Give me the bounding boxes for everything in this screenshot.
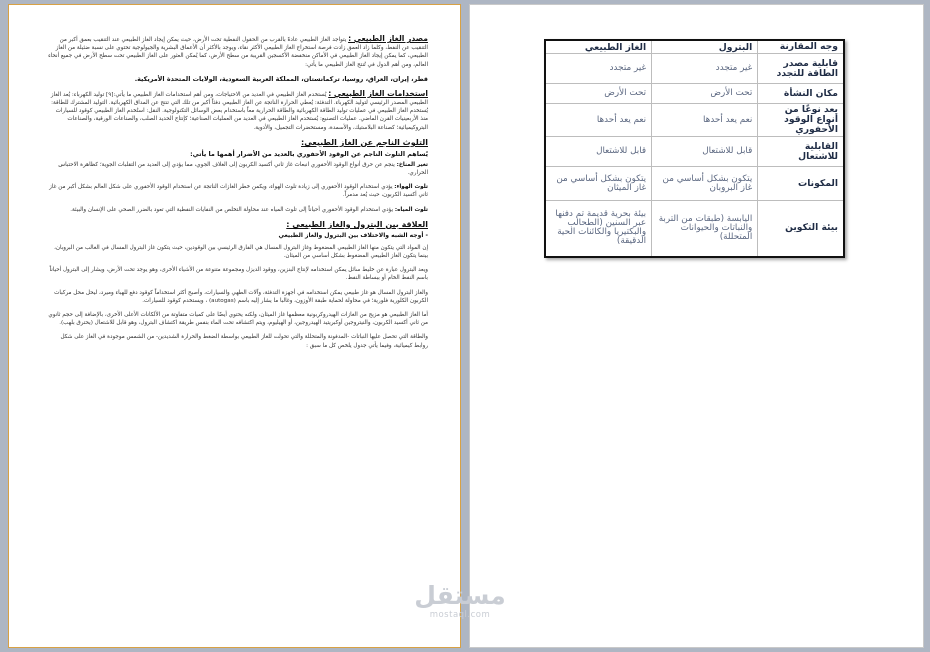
table-row: [545, 104, 844, 137]
air-pollution-label: تلوث الهواء:: [394, 184, 428, 191]
table-row: [545, 54, 844, 84]
pollution-heading: التلوث الناجم عن الغاز الطبيعي:: [301, 137, 428, 147]
row-petroleum: قابل للاشتعال: [652, 137, 758, 167]
row-petroleum: اليابسة (طبقات من التربة والنباتات والحيوانات المتحللة): [652, 201, 758, 257]
climate-change-label: تغير المناخ:: [396, 161, 428, 168]
producing-countries: قطر، إيران، العراق، روسيا، تركمانستان، المملكة العربية السعودية، الولايات المتحدة الأمريكية.: [134, 74, 428, 83]
water-pollution-text: يؤدي استخدام الوقود الأحفوري أحياناً إلى تلوث المياه عند محاولة التخلص من النفايات النفطية التي تعود بالضرر الصحي على الإنسان والبيئة.: [70, 206, 395, 213]
row-gas: بيئة بحرية قديمة تم دفنها عبر السنين (الطحالب والبكتيريا والكائنات الحية الدقيقة): [545, 201, 652, 257]
document-page-left: [8, 4, 461, 648]
row-criterion: يعد نوعًا من أنواع الوقود الأحفوري: [758, 104, 844, 137]
watermark-logo-text: مستقل: [414, 581, 506, 610]
row-petroleum: غير متجدد: [652, 54, 758, 84]
row-criterion: مكان النشأة: [758, 84, 844, 104]
row-gas: نعم يعد أحدها: [545, 104, 652, 137]
relation-paragraph-3: والغاز البترول المسال هو غاز طبيعي يمكن استخدامه في أجهزة التدفئة، وآلات الطهي والسيارات، وأصبح أكثر استخداماً كوقود دفع للهباء وميرد، ليحل محل مركبات الكربون الكلورية فلورية؛ في محاولة لحماية طبقة الأوزون، وغالبا ما يشار إليه باسم (autogas) ، ويستخدم كوقود للسيارات.: [54, 289, 428, 304]
table-row: [545, 201, 844, 257]
watermark-url: mostaql.com: [429, 610, 491, 620]
pollution-intro: يُساهم التلوث الناجم عن الوقود الأحفوري بالعديد من الأضرار أهمها ما يأتي:: [190, 149, 428, 158]
gas-source-heading: مصدر الغاز الطبيعي :: [348, 34, 428, 43]
row-gas: غير متجدد: [545, 54, 652, 84]
gas-uses-paragraph: [47, 90, 428, 132]
table-row: [545, 167, 844, 201]
relation-heading: العلاقة بين البترول والغاز الطبيعي :: [286, 219, 428, 229]
relation-paragraph-5: والطاقة التي تحصل عليها النباتات -المدفونة والمتحللة والتي تحولت للغاز الطبيعي بواسطة الضغط والحرارة الشديدين- من الشمس موجودة في الغاز على شكل روابط كيميائية، وفيما يأتي جدول يلخص كل ما سبق :: [60, 334, 428, 349]
header-criterion: وجه المقارنة: [758, 40, 844, 54]
water-pollution-label: تلوث المياه:: [394, 206, 428, 213]
gas-source-paragraph: [47, 35, 428, 69]
comparison-table: [544, 39, 845, 258]
air-pollution-text: يؤدي استخدام الوقود الأحفوري إلى زيادة تلوث الهواء، ويكمن خطر الغازات الناتجة عن استخدام الوقود الأحفوري على شكل العالم بشكل أكبر من غاز ثاني أكسيد الكربون، حيث يُعد مدمراً.: [49, 184, 428, 199]
header-petroleum: البترول: [652, 40, 758, 54]
row-gas: تحت الأرض: [545, 84, 652, 104]
mostaql-watermark: [400, 582, 520, 620]
gas-uses-heading: استخدامات الغاز الطبيعي :: [328, 88, 428, 98]
row-criterion: القابلية للاشتعال: [758, 137, 844, 167]
gas-source-text: يتواجد الغاز الطبيعي عادةً بالقرب من الحقول النفطية تحت الأرض، حيث يمكن إيجاد الغاز الطبيعي عند التنقيب بعمق أكبر من التنقيب عن النفط، وكلما زاد العمق زادت فرصة استخراج الغاز الطبيعي الأكثر نقاء، ويوجد بالأكثر أن الأعماق البشرية والجيولوجية تحتوي على نسبة ضئيلة من الغاز الطبيعي، كما يمكن إيجاد الغاز الطبيعي في الأماكن منخفضة الأكسجين القريبة من سطح الأرض، كما يُمكن العثور على الغاز الطبيعي تحت سطح الأرض في جميع أنحاء العالم، ومن أهم الدول في تُنتج الغاز الطبيعي ما يأتي:: [48, 37, 428, 68]
table-header-row: [545, 40, 844, 54]
row-petroleum: نعم يعد أحدها: [652, 104, 758, 137]
row-gas: قابل للاشتعال: [545, 137, 652, 167]
row-criterion: بيئة التكوين: [758, 201, 844, 257]
air-pollution-paragraph: [47, 183, 428, 199]
table-row: [545, 84, 844, 104]
climate-change-text: ينجم عن حرق أنواع الوقود الأحفوري انبعاث غاز ثاني أكسيد الكربون إلى الغلاف الجوي، مما يؤدي إلى العديد من التقلبات الجوية؛ كظاهرة الاحتباس الحراري.: [58, 161, 428, 177]
row-petroleum: تحت الأرض: [652, 84, 758, 104]
row-gas: يتكون بشكل أساسي من غاز الميثان: [545, 167, 652, 201]
row-petroleum: يتكون بشكل أساسي من غاز البروبان: [652, 167, 758, 201]
header-gas: الغاز الطبيعي: [545, 40, 652, 54]
water-pollution-paragraph: [47, 206, 428, 214]
gas-uses-text: يُستخدم الغاز الطبيعي في العديد من الاحتياجات، ومن أهم استخدامات الغاز الطبيعي ما يأتي:[٩] توليد الكهرباء: يُعد الغاز الطبيعي المصدر الرئيسي لتوليد الكهرباء. التدفئة: يُعطي الحرارة الناتجة عن الغاز الطبيعي دفئاً أكبر من تلك التي تنتج عن المداق الكهربائية. التوليد المشترك للطاقة: يُستخدم الغاز الطبيعي في عمليات توليد الطاقة الكهربائية والطاقة الحرارية معاً باستخدام بعض الوسائل التكنولوجية. النقل: استُخدم الغاز الطبيعي كوقود للسيارات منذ الأربعينيات القرن الماضي. عمليات التصنيع: يُستخدم الغاز الطبيعي في العديد من العمليات الصناعية؛ كإنتاج الحديد الصلب، والصناعات الورقية، والصناعات البتروكيميائية؛ كصناعة البلاستيك، والأسمدة، ومستحضرات التجميل، والأدوية.: [50, 91, 428, 131]
climate-change-paragraph: [47, 161, 428, 177]
left-page-content: [47, 35, 428, 356]
table-row: [545, 137, 844, 167]
row-criterion: قابلية مصدر الطاقة للتجدد: [758, 54, 844, 84]
relation-paragraph-1: إن المواد التي يتكون منها الغاز الطبيعي المضغوط وغاز البترول المسال هي الفارق الرئيسي بين الوقودين، حيث يتكون غاز البترول المسال في الغالب من البروبان، بينما يتكون الغاز الطبيعي المضغوط بشكل أساسي من الميثان.: [54, 244, 428, 260]
relation-paragraph-2: ويعد البترول عبارة عن خليط سائل يمكن استخدامه لإنتاج البنزين، ووقود الديزل ومجموعة متنوعة من الأشياء الأخرى، وهو يوجد تحت الأرض، ويشار إلى البترول أحياناً باسم النفط الخام أو ببساطة النفط.: [49, 267, 428, 282]
document-page-right: [469, 4, 924, 648]
relation-paragraph-4: أما الغاز الطبيعي هو مزيج من الغازات الهيدروكربونية معظمها غاز الميثان، ولكنه يحتوي أيضًا على كميات متفاوتة من الألكانات الأعلى الأخرى، بالإضافة إلى حجم ثانوي من ثاني أكسيد الكربون، والنيتروجين أوكبريتيد الهيدروجين، أو الهيليوم، ويتم اكتشافه تحت الماء بنفس طريقة اكتشاف البترول، وهو قابل للاشتعال (يحترق بلهب).: [48, 312, 428, 327]
row-criterion: المكونات: [758, 167, 844, 201]
similarities-subheading: - أوجه الشبه والاختلاف بين البترول والغاز الطبيعي: [278, 231, 428, 239]
